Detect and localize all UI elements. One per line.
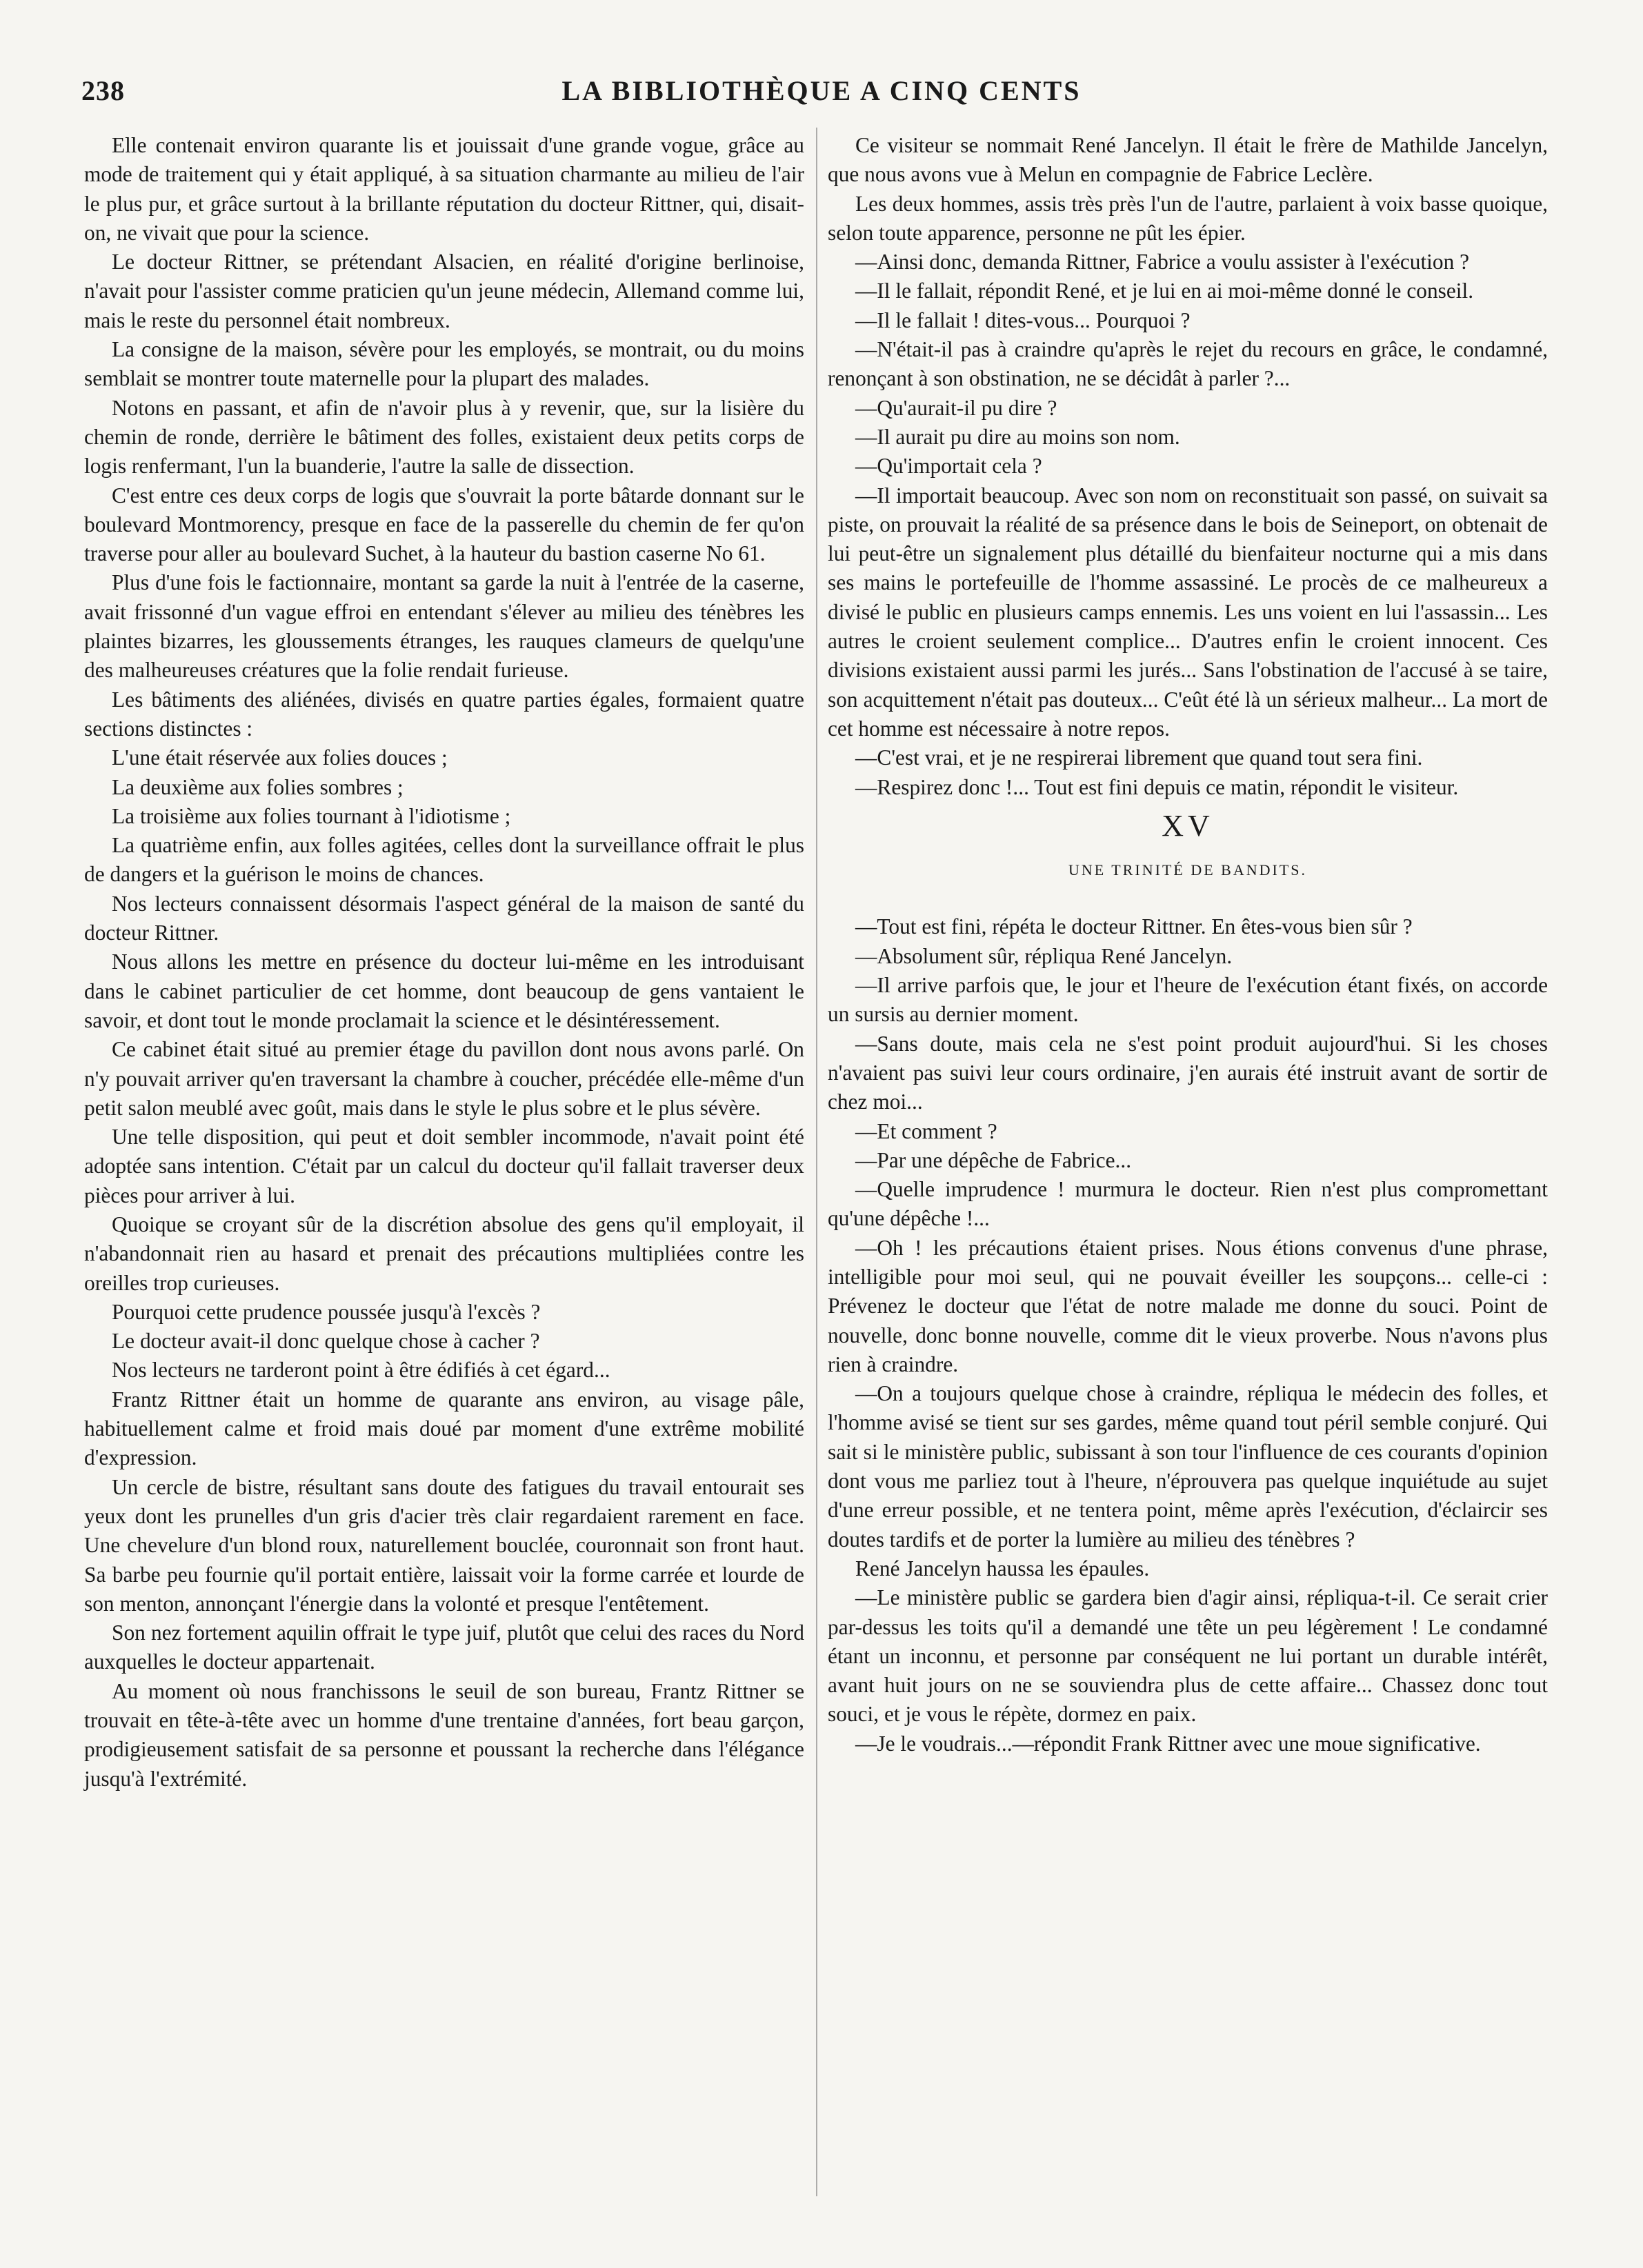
page-header xyxy=(81,74,1562,116)
paragraph: Quoique se croyant sûr de la discrétion absolue des gens qu'il employait, il n'abandonnait rien au hasard et prenait des précautions multipliées contre les oreilles trop curieuses. xyxy=(84,1212,804,1295)
paragraph: La quatrième enfin, aux folles agitées, celles dont la surveillance offrait le plus de dangers et la guérison le moins de chances. xyxy=(84,833,804,887)
paragraph: Elle contenait environ quarante lis et jouissait d'une grande vogue, grâce au mode de traitement qui y était appliqué, à sa situation charmante au milieu de l'air le plus pur, et grâce surtout à la brillante réputation du docteur Rittner, qui, disait-on, ne vivait que pour la science. xyxy=(84,133,804,245)
paragraph: Notons en passant, et afin de n'avoir plus à y revenir, que, sur la lisière du chemin de ronde, derrière le bâtiment des folles, existaient deux petits corps de logis renfermant, l'un la buanderie, l'autre la salle de dissection. xyxy=(84,395,804,479)
paragraph: Les bâtiments des aliénées, divisés en quatre parties égales, formaient quatre sections distinctes : xyxy=(84,687,804,741)
paragraph: —Respirez donc !... Tout est fini depuis ce matin, répondit le visiteur. xyxy=(855,774,1459,799)
paragraph: —Il arrive parfois que, le jour et l'heure de l'exécution étant fixés, on accorde un sursis au dernier moment. xyxy=(828,973,1548,1027)
paragraph: Le docteur Rittner, se prétendant Alsacien, en réalité d'origine berlinoise, n'avait pour l'assister comme praticien qu'un jeune médecin, Allemand comme lui, mais le reste du personnel était nombreux. xyxy=(84,250,804,332)
paragraph: —Absolument sûr, répliqua René Jancelyn. xyxy=(855,943,1233,968)
paragraph: Son nez fortement aquilin offrait le type juif, plutôt que celui des races du Nord auxquelles le docteur appartenait. xyxy=(84,1620,804,1674)
paragraph: —Par une dépêche de Fabrice... xyxy=(855,1147,1132,1172)
paragraph: René Jancelyn haussa les épaules. xyxy=(855,1556,1150,1580)
paragraph: Le docteur avait-il donc quelque chose à cacher ? xyxy=(112,1329,540,1354)
paragraph: La consigne de la maison, sévère pour les employés, se montrait, ou du moins semblait se montrer toute maternelle pour la plupart des malades. xyxy=(84,337,804,391)
paragraph: —Sans doute, mais cela ne s'est point produit aujourd'hui. Si les choses n'avaient pas suivi leur cours ordinaire, j'en aurais été instruit avant de sortir de chez moi... xyxy=(828,1031,1548,1114)
paragraph: —Il le fallait ! dites-vous... Pourquoi ? xyxy=(855,308,1191,332)
paragraph: —Il aurait pu dire au moins son nom. xyxy=(855,424,1180,449)
page-number: 238 xyxy=(81,75,125,106)
paragraph: Ce cabinet était situé au premier étage du pavillon dont nous avons parlé. On n'y pouvait arriver qu'en traversant la chambre à coucher, précédée elle-même d'un petit salon meublé avec goût, mais dans le style le plus sobre et le plus sévère. xyxy=(84,1037,804,1120)
right-column-lower xyxy=(828,912,1548,1758)
chapter-number: XV xyxy=(1162,808,1214,843)
paragraph: —Le ministère public se gardera bien d'agir ainsi, répliqua-t-il. Ce serait crier par-dessus les toits qu'il a demandé une tête un peu légèrement ! Le condamné étant un inconnu, et personne par conséquent ne lui portant un durable intérêt, avant huit jours on ne se souviendra plus de cette affaire... Chassez donc tout souci, et je vous le répète, dormez en paix. xyxy=(828,1585,1548,1727)
paragraph: —C'est vrai, et je ne respirerai librement que quand tout sera fini. xyxy=(855,745,1423,770)
paragraph: La troisième aux folies tournant à l'idiotisme ; xyxy=(112,803,511,828)
paragraph: Nous allons les mettre en présence du docteur lui-même en les introduisant dans le cabinet particulier de cet homme, dont beaucoup de gens vantaient le savoir, et dont tout le monde proclamait la science et le désintéressement. xyxy=(84,950,804,1032)
paragraph: Une telle disposition, qui peut et doit sembler incommode, n'avait point été adoptée sans intention. C'était par un calcul du docteur qu'il fallait traverser deux pièces pour arriver à lui. xyxy=(84,1125,804,1207)
right-column xyxy=(828,131,1548,1758)
paragraph: —Ainsi donc, demanda Rittner, Fabrice a voulu assister à l'exécution ? xyxy=(855,250,1470,274)
running-title: LA BIBLIOTHÈQUE A CINQ CENTS xyxy=(561,75,1082,106)
paragraph: —Qu'importait cela ? xyxy=(855,454,1042,479)
column-divider xyxy=(816,128,817,2196)
paragraph: Nos lecteurs ne tarderont point à être édifiés à cet égard... xyxy=(112,1358,610,1383)
paragraph: Frantz Rittner était un homme de quarante ans environ, au visage pâle, habituellement calme et froid mais doué par moment d'une extrême mobilité d'expression. xyxy=(84,1387,804,1470)
paragraph: —Il importait beaucoup. Avec son nom on reconstituait son passé, on suivait sa piste, on prouvait la réalité de sa présence dans le bois de Seineport, on obtenait de lui peut-être un signalement plus détaillé du bienfaiteur nocturne qui a mis dans ses mains le portefeuille de l'homme assassiné. Le procès de ce malheureux a divisé le public en plusieurs camps ennemis. Les uns voient en lui l'assassin... Les autres le croient seulement complice... D'autres enfin le croient innocent. Ces divisions existaient aussi parmi les jurés... Sans l'obstination de l'accusé à se taire, son acquittement n'était pas douteux... C'eût été là un sérieux malheur... La mort de cet homme est nécessaire à notre repos. xyxy=(828,483,1548,741)
paragraph: Ce visiteur se nommait René Jancelyn. Il était le frère de Mathilde Jancelyn, que nous avons vue à Melun en compagnie de Fabrice Leclère. xyxy=(828,133,1548,187)
paragraph: —Je le voudrais...—répondit Frank Rittner avec une moue significative. xyxy=(855,1731,1481,1756)
paragraph: La deuxième aux folies sombres ; xyxy=(112,774,404,799)
paragraph: L'une était réservée aux folies douces ; xyxy=(112,745,448,770)
paragraph: —Il le fallait, répondit René, et je lui en ai moi-même donné le conseil. xyxy=(855,279,1474,303)
paragraph: Les deux hommes, assis très près l'un de l'autre, parlaient à voix basse quoique, selon toute apparence, personne ne pût les épier. xyxy=(828,191,1548,245)
paragraph: C'est entre ces deux corps de logis que s'ouvrait la porte bâtarde donnant sur le boulevard Montmorency, presque en face de la passerelle du chemin de fer qu'on traverse pour aller au boulevard Suchet, à la hauteur du bastion caserne No 61. xyxy=(84,483,804,566)
paragraph: Nos lecteurs connaissent désormais l'aspect général de la maison de santé du docteur Rittner. xyxy=(84,891,804,945)
paragraph: —Qu'aurait-il pu dire ? xyxy=(855,395,1057,420)
paragraph: —Oh ! les précautions étaient prises. Nous étions convenus d'une phrase, intelligible pour moi seul, qui ne pouvait éveiller les soupçons... celle-ci : Prévenez le docteur que l'état de notre malade me donne du souci. Point de nouvelle, donc bonne nouvelle, comme dit le vieux proverbe. Nous n'avons plus rien à craindre. xyxy=(828,1235,1548,1376)
paragraph: Plus d'une fois le factionnaire, montant sa garde la nuit à l'entrée de la caserne, avait frissonné d'un vague effroi en entendant s'élever au milieu des ténèbres les plaintes bizarres, les gloussements étranges, les rauques clameurs de quelqu'une des malheureuses créatures que la folie rendait furieuse. xyxy=(84,570,804,683)
paragraph: —N'était-il pas à craindre qu'après le rejet du recours en grâce, le condamné, renonçant à son obstination, ne se décidât à parler ?... xyxy=(828,337,1548,391)
paragraph: —Quelle imprudence ! murmura le docteur. Rien n'est plus compromettant qu'une dépêche !... xyxy=(828,1177,1548,1231)
paragraph: Un cercle de bistre, résultant sans doute des fatigues du travail entourait ses yeux dont les prunelles d'un gris d'acier très clair regardaient rarement en face. Une chevelure d'un blond roux, naturellement bouclée, couronnait son front haut. Sa barbe peu fournie qu'il portait entière, laissait voir la forme carrée et lourde de son menton, annonçant l'énergie dans la volonté et presque l'entêtement. xyxy=(84,1474,804,1616)
paragraph: Au moment où nous franchissons le seuil de son bureau, Frantz Rittner se trouvait en tête-à-tête avec un homme d'une trentaine d'années, fort beau garçon, prodigieusement satisfait de sa personne et poussant la recherche dans l'élégance jusqu'à l'extrémité. xyxy=(84,1678,804,1791)
right-column-upper xyxy=(828,131,1548,802)
paragraph: —Tout est fini, répéta le docteur Rittner. En êtes-vous bien sûr ? xyxy=(855,914,1413,939)
left-column xyxy=(84,131,804,1794)
paragraph: Pourquoi cette prudence poussée jusqu'à l'excès ? xyxy=(112,1299,541,1324)
paragraph: —On a toujours quelque chose à craindre, répliqua le médecin des folles, et l'homme avisé se tient sur ses gardes, même quand tout péril semble conjuré. Qui sait si le ministère public, subissant à son tour l'influence de ces courants d'opinion dont vous me parliez tout à l'heure, n'éprouvera pas quelque inquiétude au sujet d'une erreur possible, et ne tentera point, même après l'exécution, d'éclaircir ses doutes tardifs et de porter la lumière au milieu des ténèbres ? xyxy=(828,1381,1548,1552)
paragraph: —Et comment ? xyxy=(855,1118,997,1143)
chapter-title: UNE TRINITÉ DE BANDITS. xyxy=(1068,861,1307,879)
